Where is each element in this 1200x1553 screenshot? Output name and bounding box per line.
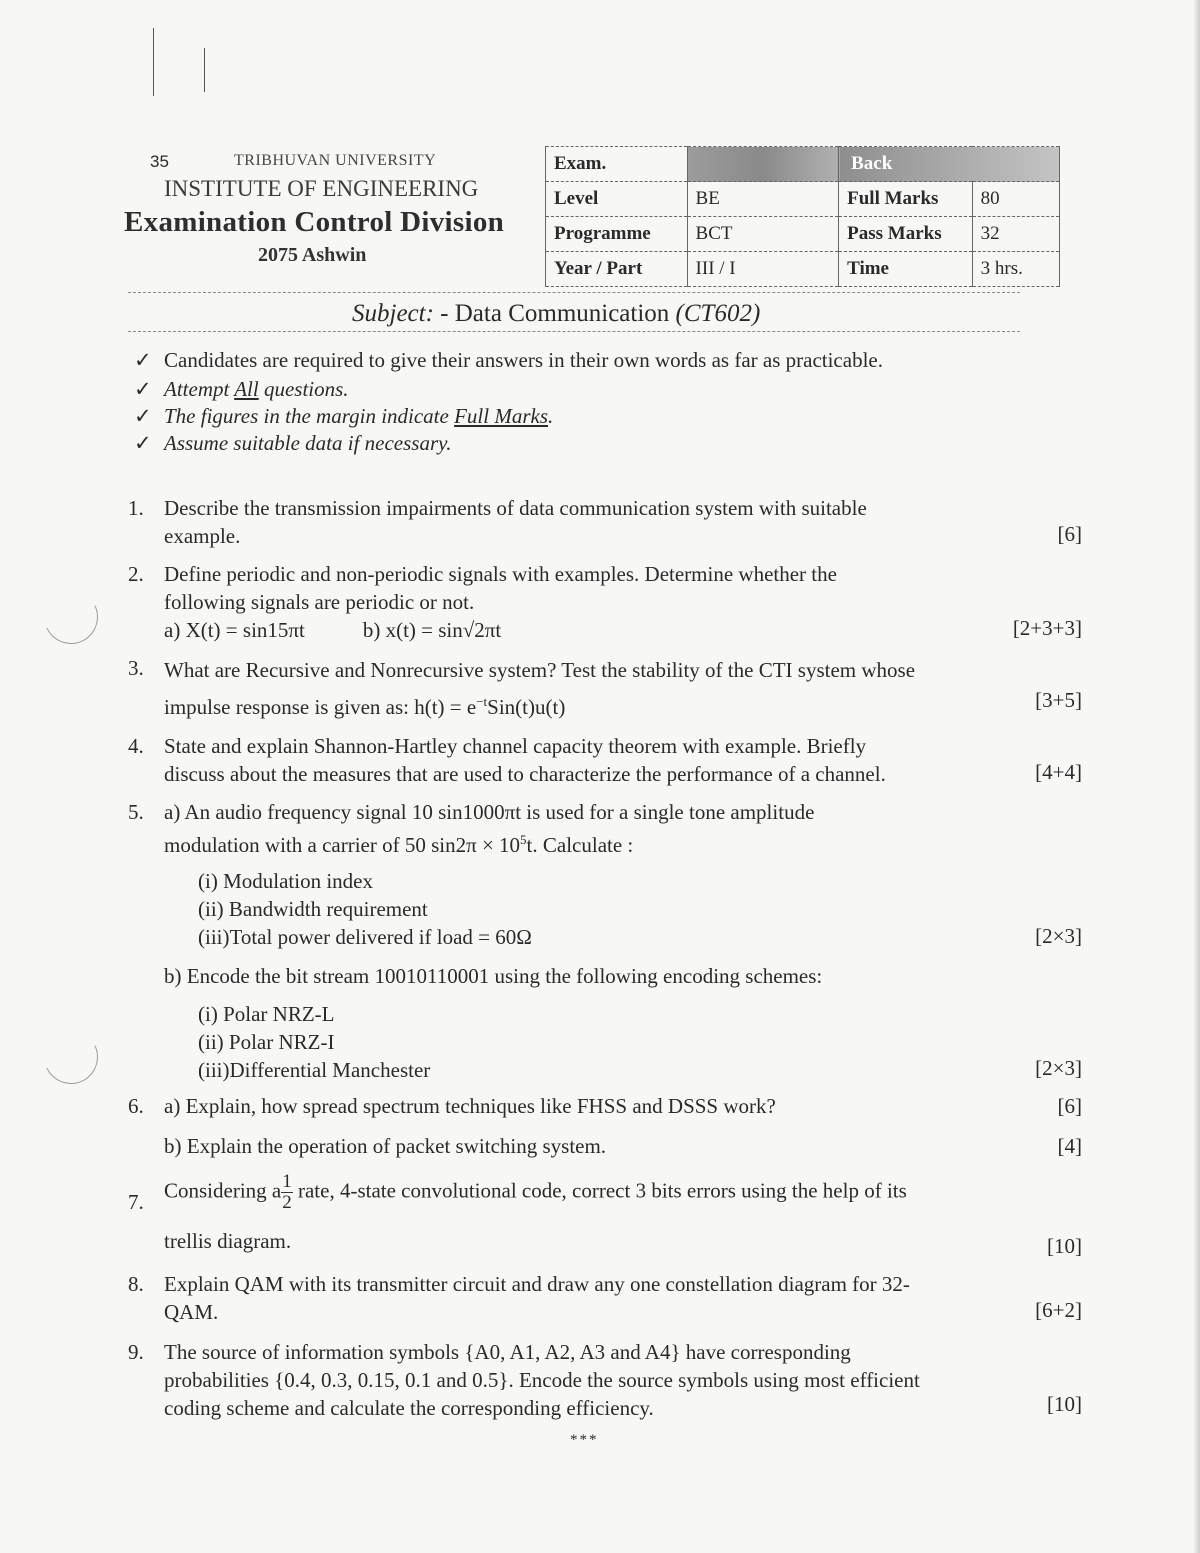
question-text: rate, 4-state convolutional code, correct 3 bits errors using the help of its — [292, 1178, 907, 1203]
question-8 — [164, 1270, 910, 1326]
question-4 — [164, 732, 886, 788]
question-number: 4. — [128, 734, 144, 758]
question-marks: [6] — [1057, 1094, 1082, 1118]
punch-hole-mark — [36, 582, 105, 651]
question-number: 8. — [128, 1272, 144, 1296]
end-of-paper-mark: *** — [570, 1432, 599, 1448]
question-2 — [164, 560, 837, 644]
question-number: 6. — [128, 1094, 144, 1118]
question-text: following signals are periodic or not. — [164, 590, 475, 614]
exam-info-table — [545, 146, 1060, 287]
question-5b — [164, 962, 822, 990]
question-marks: [6+2] — [1035, 1298, 1082, 1322]
subject-name: Data Communication — [454, 300, 670, 327]
fraction-denominator: 2 — [282, 1192, 292, 1213]
question-number: 3. — [128, 656, 144, 680]
exam-label: Exam. — [546, 147, 688, 182]
scan-mark — [204, 48, 205, 92]
subject-code: (CT602) — [675, 300, 761, 327]
question-5a — [164, 798, 814, 859]
question-marks: [4+4] — [1035, 760, 1082, 784]
check-icon: ✓ — [134, 377, 152, 401]
year-part-label: Year / Part — [546, 252, 688, 287]
programme-value: BCT — [687, 217, 839, 252]
question-marks: [10] — [1047, 1392, 1082, 1416]
question-marks: [10] — [1047, 1234, 1082, 1258]
question-3 — [164, 654, 915, 723]
question-marks: [2+3+3] — [1012, 616, 1082, 640]
question-subpart: (iii)Differential Manchester — [198, 1058, 431, 1082]
subject-dash: - — [433, 300, 455, 327]
instruction-text: The figures in the margin indicate — [164, 404, 455, 428]
question-text: trellis diagram. — [164, 1229, 292, 1253]
superscript: 5 — [520, 832, 527, 847]
question-marks: [3+5] — [1035, 688, 1082, 712]
question-number: 7. — [128, 1190, 144, 1214]
instruction-item — [134, 348, 883, 373]
instruction-text: Attempt — [164, 377, 235, 401]
question-text: Sin(t)u(t) — [487, 695, 566, 719]
question-text: probabilities {0.4, 0.3, 0.15, 0.1 and 0.5}. Encode the source symbols using most efficient — [164, 1368, 920, 1392]
question-text: b) Encode the bit stream 10010110001 using the following encoding schemes: — [164, 964, 823, 988]
fraction-numerator: 1 — [282, 1171, 292, 1192]
exam-shade — [687, 147, 839, 182]
question-1 — [164, 494, 867, 550]
question-text: modulation with a carrier of 50 sin2π × 10 — [164, 833, 521, 857]
question-subpart: (iii)Total power delivered if load = 60Ω — [198, 925, 532, 949]
question-part: a) X(t) = sin15πt — [164, 618, 305, 642]
question-text: Describe the transmission impairments of data communication system with suitable — [164, 496, 867, 520]
institute-name: INSTITUTE OF ENGINEERING — [164, 176, 479, 201]
question-text: What are Recursive and Nonrecursive system? Test the stability of the CTI system whose — [164, 658, 916, 682]
question-number: 1. — [128, 496, 144, 520]
question-text: example. — [164, 524, 241, 548]
question-text: The source of information symbols {A0, A1, A2, A3 and A4} have corresponding — [164, 1340, 851, 1364]
question-subpart: (i) Polar NRZ-L — [198, 1002, 335, 1026]
check-icon: ✓ — [134, 348, 152, 372]
instruction-item — [134, 404, 553, 429]
level-value: BE — [687, 182, 839, 217]
fraction — [281, 1172, 293, 1213]
subject-label: Subject: — [352, 300, 434, 327]
question-6b: b) Explain the operation of packet switching system. — [164, 1134, 607, 1158]
year-part-value: III / I — [687, 252, 839, 287]
instruction-item — [134, 431, 452, 456]
question-subpart: (i) Modulation index — [198, 869, 373, 893]
division-name: Examination Control Division — [124, 206, 505, 238]
question-text: Considering a — [164, 1178, 282, 1203]
instruction-item — [134, 377, 349, 402]
scan-mark — [153, 28, 154, 96]
question-subpart: (ii) Polar NRZ-I — [198, 1030, 335, 1054]
check-icon: ✓ — [134, 404, 152, 428]
full-marks-value: 80 — [972, 182, 1059, 217]
question-text: coding scheme and calculate the corresponding efficiency. — [164, 1396, 654, 1420]
question-text: Define periodic and non-periodic signals with examples. Determine whether the — [164, 562, 837, 586]
question-5b-subparts — [198, 1000, 430, 1084]
question-marks: [2×3] — [1035, 924, 1082, 948]
question-text: Explain QAM with its transmitter circuit and draw any one constellation diagram for 32- — [164, 1272, 910, 1296]
instruction-text: Candidates are required to give their answers in their own words as far as practicable. — [164, 348, 883, 372]
pass-marks-label: Pass Marks — [839, 217, 973, 252]
programme-label: Programme — [546, 217, 688, 252]
instruction-emphasis: All — [234, 377, 259, 401]
question-text: a) An audio frequency signal 10 sin1000πt is used for a single tone amplitude — [164, 800, 815, 824]
question-text: t. Calculate : — [526, 833, 634, 857]
instruction-text: questions. — [258, 377, 349, 401]
question-part: b) x(t) = sin√2πt — [362, 618, 502, 642]
paper-number: 35 — [150, 152, 169, 171]
question-number: 5. — [128, 800, 144, 824]
time-label: Time — [839, 252, 973, 287]
instruction-text: . — [548, 404, 554, 428]
question-text: impulse response is given as: h(t) = e — [164, 695, 477, 719]
question-marks: [2×3] — [1035, 1056, 1082, 1080]
instruction-text: Assume suitable data if necessary. — [164, 431, 452, 455]
divider-bottom — [128, 331, 1020, 332]
question-number: 9. — [128, 1340, 144, 1364]
level-label: Level — [546, 182, 688, 217]
question-5a-subparts — [198, 867, 532, 951]
question-9 — [164, 1338, 920, 1422]
question-7 — [164, 1172, 907, 1255]
divider-top — [128, 292, 1020, 293]
question-text: State and explain Shannon-Hartley channel capacity theorem with example. Briefly — [164, 734, 867, 758]
university-name: TRIBHUVAN UNIVERSITY — [234, 152, 437, 169]
scan-edge — [1194, 0, 1200, 1553]
subject-line — [352, 300, 760, 328]
question-subpart: (ii) Bandwidth requirement — [198, 897, 428, 921]
question-text: QAM. — [164, 1300, 219, 1324]
question-text: discuss about the measures that are used to characterize the performance of a channel. — [164, 762, 886, 786]
time-value: 3 hrs. — [972, 252, 1059, 287]
check-icon: ✓ — [134, 431, 152, 455]
punch-hole-mark — [36, 1022, 105, 1091]
question-number: 2. — [128, 562, 144, 586]
exam-value: Back — [839, 147, 1060, 182]
question-marks: [6] — [1057, 522, 1082, 546]
question-6a: a) Explain, how spread spectrum techniques like FHSS and DSSS work? — [164, 1094, 776, 1118]
instruction-emphasis: Full Marks — [454, 404, 548, 428]
superscript: −t — [476, 694, 488, 709]
exam-session: 2075 Ashwin — [258, 244, 367, 266]
question-marks: [4] — [1057, 1134, 1082, 1158]
full-marks-label: Full Marks — [839, 182, 973, 217]
pass-marks-value: 32 — [972, 217, 1059, 252]
